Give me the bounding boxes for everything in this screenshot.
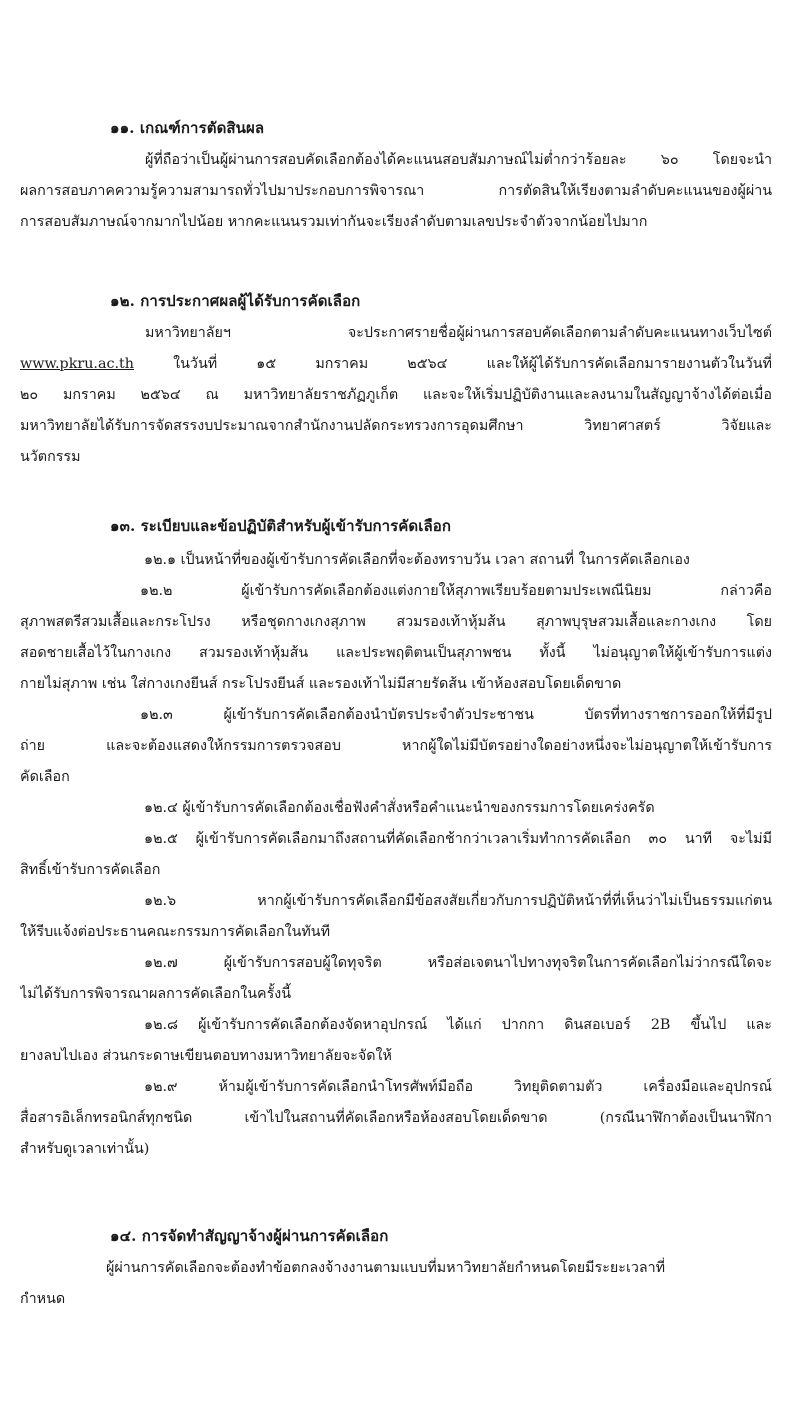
rule-12-2-line: สอดชายเสื้อไว้ในกางเกง สวมรองเท้าหุ้มส้น และประพฤติตนเป็นสุภาพชน ทั้งนี้ ไม่อนุญาตให้ผู้เข้ารับการแต่ง xyxy=(20,645,772,661)
section-12-line: มหาวิทยาลัยได้รับการจัดสรรงบประมาณจากสำนักงานปลัดกระทรวงการอุดมศึกษา วิทยาศาสตร์ วิจัยและ xyxy=(20,418,772,434)
rule-12-3-line: ถ่าย และจะต้องแสดงให้กรรมการตรวจสอบ หากผู้ใดไม่มีบัตรอย่างใดอย่างหนึ่งจะไม่อนุญาตให้เข้ารับการ xyxy=(20,738,772,754)
rule-12-3-line: ๑๒.๓ ผู้เข้ารับการคัดเลือกต้องนำบัตรประจำตัวประชาชน บัตรที่ทางราชการออกให้ที่มีรูป xyxy=(140,707,772,723)
section-11-line: ผู้ที่ถือว่าเป็นผู้ผ่านการสอบคัดเลือกต้องได้คะแนนสอบสัมภาษณ์ไม่ต่ำกว่าร้อยละ ๖๐ โดยจะนำ xyxy=(145,152,772,168)
section-14-body xyxy=(20,1253,772,1315)
rule-12-7-line: ๑๒.๗ ผู้เข้ารับการสอบผู้ใดทุจริต หรือส่อเจตนาไปทางทุจริตในการคัดเลือกไม่ว่ากรณีใดจะ xyxy=(144,955,772,971)
section-12-line xyxy=(20,349,772,380)
section-11-heading: ๑๑. เกณฑ์การตัดสินผล xyxy=(110,119,265,137)
section-12-line: มหาวิทยาลัยฯ จะประกาศรายชื่อผู้ผ่านการสอบคัดเลือกตามลำดับคะแนนทางเว็บไซต์ xyxy=(145,325,772,341)
rule-12-2-line: สุภาพสตรีสวมเสื้อและกระโปรง หรือชุดกางเกงสุภาพ สวมรองเท้าหุ้มส้น สุภาพบุรุษสวมเสื้อและกางเกง โดย xyxy=(20,614,772,630)
section-14-line: กำหนด xyxy=(20,1291,66,1307)
rule-12-2-line: กายไม่สุภาพ เช่น ใส่กางเกงยีนส์ กระโปรงยีนส์ และรองเท้าไม่มีสายรัดส้น เข้าห้องสอบโดยเด็ดขาด xyxy=(20,676,622,692)
rule-12-1-line: ๑๒.๑ เป็นหน้าที่ของผู้เข้ารับการคัดเลือกที่จะต้องทราบวัน เวลา สถานที่ ในการคัดเลือกเอง xyxy=(144,552,690,568)
rule-12-4-line: ๑๒.๔ ผู้เข้ารับการคัดเลือกต้องเชื่อฟังคำสั่งหรือคำแนะนำของกรรมการโดยเคร่งครัด xyxy=(144,800,655,816)
rule-12-9-line: สื่อสารอิเล็กทรอนิกส์ทุกชนิด เข้าไปในสถานที่คัดเลือกหรือห้องสอบโดยเด็ดขาด (กรณีนาฬิกาต้องเป็นนาฬิกา xyxy=(20,1110,772,1126)
website-link[interactable]: www.pkru.ac.th xyxy=(20,356,134,372)
rule-12-9-line: ๑๒.๙ ห้ามผู้เข้ารับการคัดเลือกนำโทรศัพท์มือถือ วิทยุติดตามตัว เครื่องมือและอุปกรณ์ xyxy=(144,1079,772,1095)
rule-12-7-line: ไม่ได้รับการพิจารณาผลการคัดเลือกในครั้งนี้ xyxy=(20,986,291,1002)
section-11-line: การสอบสัมภาษณ์จากมากไปน้อย หากคะแนนรวมเท่ากันจะเรียงลำดับตามเลขประจำตัวจากน้อยไปมาก xyxy=(20,214,648,230)
rule-12-8-line: ยางลบไปเอง ส่วนกระดาษเขียนตอบทางมหาวิทยาลัยจะจัดให้ xyxy=(20,1048,392,1064)
section-12-body xyxy=(20,318,772,473)
section-14-line: ผู้ผ่านการคัดเลือกจะต้องทำข้อตกลงจ้างงานตามแบบที่มหาวิทยาลัยกำหนดโดยมีระยะเวลาที่ xyxy=(106,1260,666,1276)
rule-12-5-line: ๑๒.๕ ผู้เข้ารับการคัดเลือกมาถึงสถานที่คัดเลือกช้ากว่าเวลาเริ่มทำการคัดเลือก ๓๐ นาที จะไม่มี xyxy=(144,831,772,847)
section-13-heading: ๑๓. ระเบียบและข้อปฏิบัติสำหรับผู้เข้ารับการคัดเลือก xyxy=(110,517,452,535)
section-12-line: ๒๐ มกราคม ๒๕๖๔ ณ มหาวิทยาลัยราชภัฏภูเก็ต และจะให้เริ่มปฏิบัติงานและลงนามในสัญญาจ้างได้ต่อเมื่อ xyxy=(20,387,772,403)
section-11-line: ผลการสอบภาคความรู้ความสามารถทั่วไปมาประกอบการพิจารณา การตัดสินให้เรียงตามลำดับคะแนนของผู้ผ่าน xyxy=(20,183,772,199)
section-13-body xyxy=(20,545,772,1165)
rule-12-6-line: ๑๒.๖ หากผู้เข้ารับการคัดเลือกมีข้อสงสัยเกี่ยวกับการปฏิบัติหน้าที่ที่เห็นว่าไม่เป็นธรรมแก่ตน xyxy=(144,893,772,909)
section-12-line-rest: ในวันที่ ๑๕ มกราคม ๒๕๖๔ และให้ผู้ได้รับการคัดเลือกมารายงานตัวในวันที่ xyxy=(134,356,772,372)
section-11-body xyxy=(20,145,772,238)
rule-12-9-line: สำหรับดูเวลาเท่านั้น) xyxy=(20,1141,150,1157)
rule-12-5-line: สิทธิ์เข้ารับการคัดเลือก xyxy=(20,862,161,878)
rule-12-3-line: คัดเลือก xyxy=(20,769,70,785)
section-12-line: นวัตกรรม xyxy=(20,449,81,465)
rule-12-6-line: ให้รีบแจ้งต่อประธานคณะกรรมการคัดเลือกในทันที xyxy=(20,924,330,940)
rule-12-8-line: ๑๒.๘ ผู้เข้ารับการคัดเลือกต้องจัดหาอุปกรณ์ ได้แก่ ปากกา ดินสอเบอร์ 2B ขึ้นไป และ xyxy=(144,1017,772,1033)
rule-12-2-line: ๑๒.๒ ผู้เข้ารับการคัดเลือกต้องแต่งกายให้สุภาพเรียบร้อยตามประเพณีนิยม กล่าวคือ xyxy=(140,583,772,599)
section-12-heading: ๑๒. การประกาศผลผู้ได้รับการคัดเลือก xyxy=(110,292,361,310)
section-14-heading: ๑๔. การจัดทำสัญญาจ้างผู้ผ่านการคัดเลือก xyxy=(110,1227,389,1245)
